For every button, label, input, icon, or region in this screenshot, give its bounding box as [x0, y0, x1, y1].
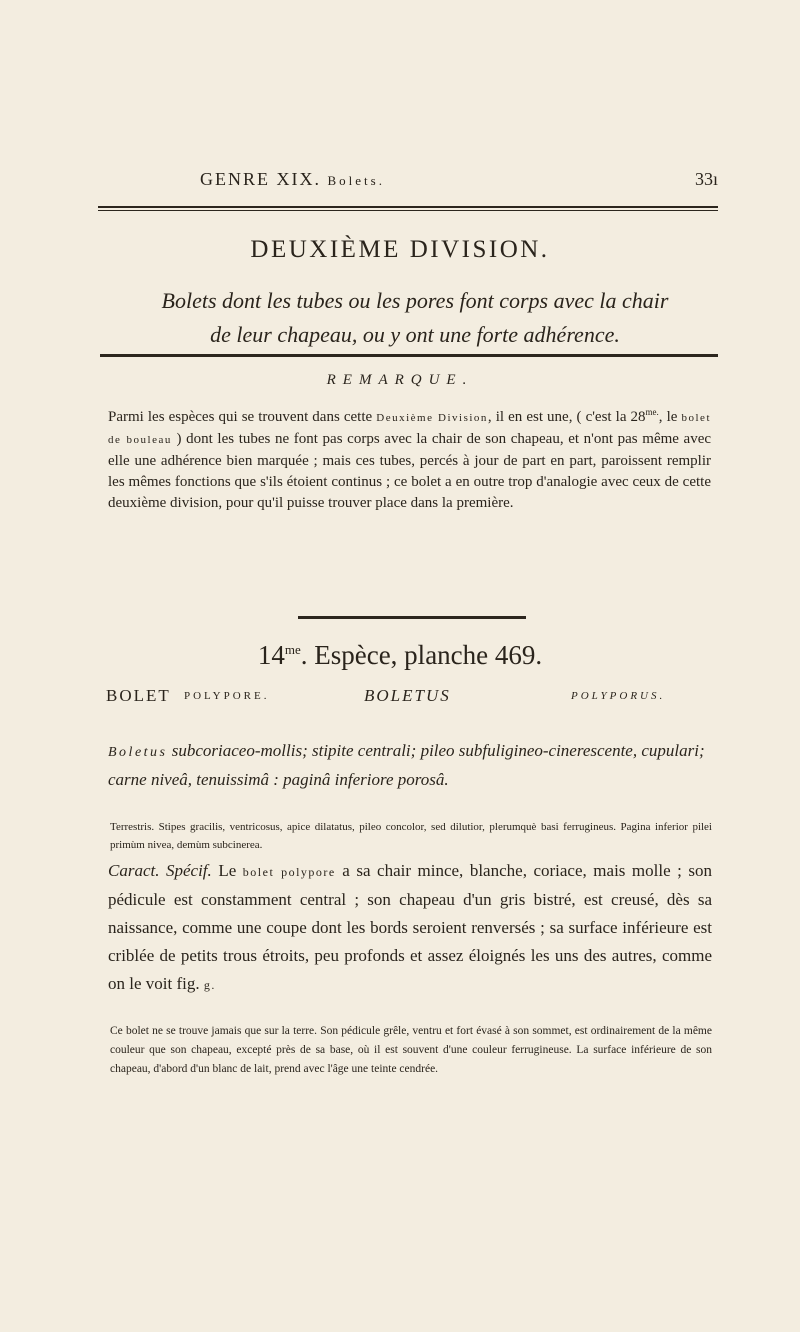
latin-note: Terrestris. Stipes gracilis, ventricosus, apice dilatatus, pileo concolor, sed dilutior, plerumquè basi ferrugineus. Pagina inferior pilei primùm nivea, demùm subcinerea. — [110, 821, 712, 851]
running-title-genre: GENRE XIX. — [200, 169, 321, 189]
species-rule — [298, 616, 526, 619]
running-title-bolets: Bolets. — [327, 173, 385, 188]
running-title — [200, 169, 385, 190]
running-header — [100, 169, 720, 195]
caracteres-paragraph: Caract. Spécif. Le bolet polypore a sa chair mince, blanche, coriace, mais molle ; son pédicule est constamment central ; son chapeau d'un gris bistré, est creusé, dès sa naissance, comme une coupe dont les bords seroient renversés ; sa surface inférieure est criblée de petits trous étroits, peu profonds et assez éloignés les uns des autres, comme on le voit fig. g. — [108, 861, 713, 993]
latin-name-epithet: POLYPORUS. — [571, 690, 666, 702]
species-name-line — [106, 686, 716, 712]
header-rule — [98, 206, 718, 211]
french-name: BOLET — [106, 686, 171, 705]
section-rule — [100, 354, 718, 357]
french-name-epithet: POLYPORE. — [184, 690, 270, 702]
species-title: $14^{me}$. Espèce, planche 469. — [257, 640, 543, 670]
page-number: 33ı — [694, 169, 718, 189]
division-subtitle-line-2: de leur chapeau, ou y ont une forte adhérence. — [210, 322, 620, 347]
remarque-paragraph: Parmi les espèces qui se trouvent dans cette Deuxième Division, il en est une, ( c'est la $28^{me.}$, le bolet de bouleau ) dont les tubes ne font pas corps avec la chair de son chapeau, et n'ont pas même avec elle une adhérence bien marquée ; mais ces tubes, percés à jour de part en part, paroissent remplir les mêmes fonctions que s'ils étoient continus ; ce bolet a en outre trop d'analogie avec ceux de cette deuxième division, pour qu'il puisse trouver place dans la première. — [108, 407, 712, 511]
remarque-heading: REMARQUE. — [326, 372, 474, 388]
french-note: Ce bolet ne se trouve jamais que sur la terre. Son pédicule grêle, ventru et fort évasé à son sommet, est ordinairement de la même couleur que son chapeau, excepté près de sa base, où il est souvent d'une couleur ferrugineuse. La surface inférieure de son chapeau, d'abord d'un blanc de lait, prend avec l'âge une teinte cendrée. — [110, 1025, 712, 1075]
division-title: DEUXIÈME DIVISION. — [250, 236, 550, 263]
latin-description: Boletus subcoriaceo-mollis; stipite centrali; pileo subfuligineo-cinerescente, cupulari; carne niveâ, tenuissimâ : paginâ inferiore porosâ. — [108, 741, 705, 789]
division-subtitle-line-1: Bolets dont les tubes ou les pores font corps avec la chair — [161, 288, 669, 313]
latin-name: BOLETUS — [364, 686, 451, 705]
